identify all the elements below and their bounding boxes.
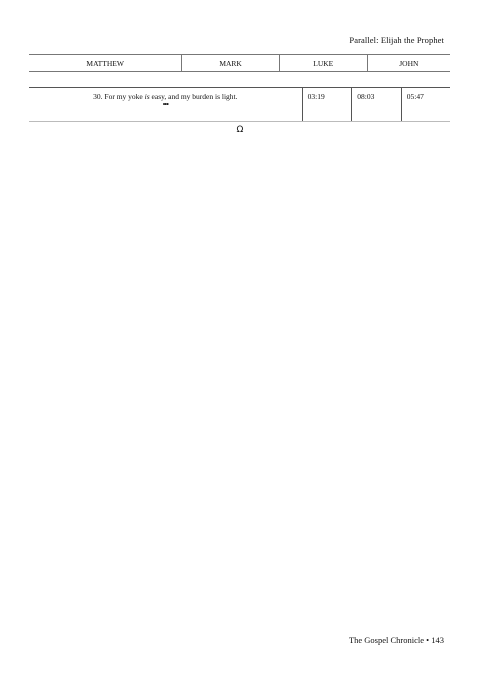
ellipsis-marker: •••	[162, 100, 169, 109]
gospel-header-table	[29, 54, 450, 72]
table-row	[29, 88, 450, 122]
column-header-luke: LUKE	[279, 55, 367, 72]
page-footer: The Gospel Chronicle • 143	[348, 635, 444, 645]
matthew-verse-start: 30. For my yoke	[93, 92, 145, 101]
gospel-body-table	[29, 87, 450, 122]
running-head: Parallel: Elijah the Prophet	[349, 35, 444, 45]
cell-luke: 08:03	[352, 88, 402, 122]
cell-john: 05:47	[401, 88, 450, 122]
cell-mark: 03:19	[302, 88, 352, 122]
matthew-verse-end: easy, and my burden is light.	[149, 92, 238, 101]
column-header-john: JOHN	[367, 55, 450, 72]
column-header-matthew: MATTHEW	[29, 55, 182, 72]
cell-matthew	[29, 88, 302, 122]
omega-section-mark: Ω	[236, 125, 244, 135]
matthew-verse-italic: is	[144, 92, 150, 101]
column-header-mark: MARK	[182, 55, 279, 72]
